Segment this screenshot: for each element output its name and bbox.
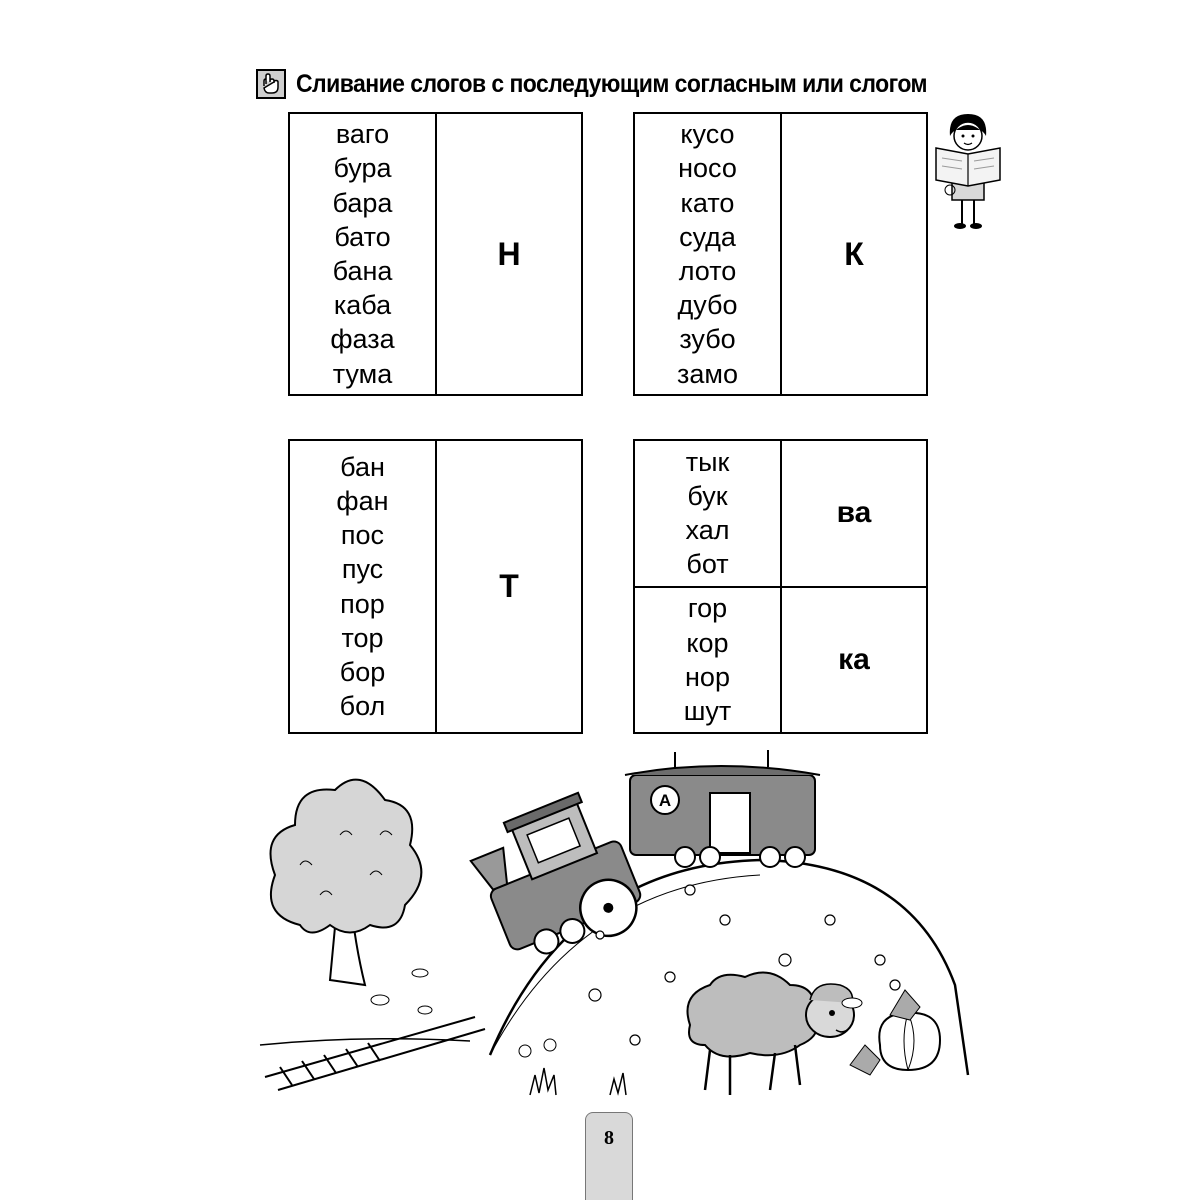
syllable-word: бот bbox=[686, 549, 729, 580]
syllable-column bbox=[635, 588, 782, 733]
tree bbox=[271, 780, 422, 985]
syllable-word: гор bbox=[687, 593, 728, 624]
syllable-word: тума bbox=[332, 358, 393, 389]
syllable-word: бура bbox=[333, 153, 392, 184]
ending-cell bbox=[437, 114, 581, 394]
exercise-header bbox=[256, 64, 982, 104]
syllable-word: пус bbox=[341, 554, 384, 585]
ending-letter: Н bbox=[497, 235, 521, 272]
syllable-word: като bbox=[680, 187, 735, 218]
syllable-column bbox=[290, 114, 437, 394]
syllable-word: шут bbox=[683, 695, 732, 726]
syllable-row-ka bbox=[635, 586, 926, 733]
syllable-word: тор bbox=[341, 622, 384, 653]
rails bbox=[265, 1017, 485, 1090]
syllable-word: носо bbox=[678, 153, 737, 184]
ending-cell bbox=[782, 588, 926, 733]
ending-letter: К bbox=[844, 235, 864, 272]
train-hill-illustration bbox=[240, 745, 1000, 1105]
svg-text:A: A bbox=[658, 791, 672, 810]
syllable-word: тык bbox=[685, 446, 730, 477]
ending-syllable: ка bbox=[838, 642, 870, 676]
page-number: 8 bbox=[604, 1127, 614, 1149]
syllable-word: бара bbox=[332, 187, 393, 218]
girl-reading-illustration bbox=[928, 108, 1008, 238]
ending-letter: Т bbox=[499, 568, 519, 604]
syllable-word: бол bbox=[339, 691, 386, 722]
hand-pointer-icon bbox=[256, 69, 286, 99]
syllable-word: кор bbox=[686, 627, 729, 658]
ending-syllable: ва bbox=[836, 496, 872, 530]
syllable-word: зубо bbox=[679, 324, 736, 355]
syllable-word: суда bbox=[679, 221, 736, 252]
syllable-table-va-ka bbox=[633, 439, 928, 734]
syllable-word: лото bbox=[678, 256, 737, 286]
syllable-word: пос bbox=[340, 520, 385, 551]
syllable-word: бато bbox=[334, 221, 391, 252]
page-number-tab bbox=[585, 1112, 633, 1200]
syllable-word: ваго bbox=[335, 119, 390, 150]
syllable-table-k bbox=[633, 112, 928, 396]
syllable-table-n bbox=[288, 112, 583, 396]
syllable-word: нор bbox=[685, 661, 730, 692]
syllable-column bbox=[635, 114, 782, 394]
sheep bbox=[688, 973, 863, 1096]
syllable-word: каба bbox=[333, 290, 392, 321]
wagon bbox=[625, 750, 820, 867]
syllable-word: бук bbox=[687, 481, 728, 512]
syllable-column bbox=[290, 441, 437, 732]
ending-cell bbox=[782, 441, 926, 586]
syllable-word: бан bbox=[340, 451, 385, 482]
syllable-word: дубо bbox=[677, 290, 738, 321]
syllable-word: кусо bbox=[680, 119, 735, 150]
ending-cell bbox=[437, 441, 581, 732]
syllable-word: фаза bbox=[330, 324, 395, 355]
syllable-row-va bbox=[635, 441, 926, 586]
syllable-word: пор bbox=[340, 588, 385, 619]
syllable-column bbox=[635, 441, 782, 586]
syllable-word: замо bbox=[677, 358, 738, 389]
syllable-word: хал bbox=[685, 515, 730, 546]
syllable-table-t bbox=[288, 439, 583, 734]
page-title: Сливание слогов с последующим согласным или слогом bbox=[296, 69, 928, 98]
syllable-word: фан bbox=[336, 485, 389, 516]
syllable-word: бана bbox=[332, 256, 393, 286]
ending-cell bbox=[782, 114, 926, 394]
syllable-word: бор bbox=[339, 656, 386, 687]
